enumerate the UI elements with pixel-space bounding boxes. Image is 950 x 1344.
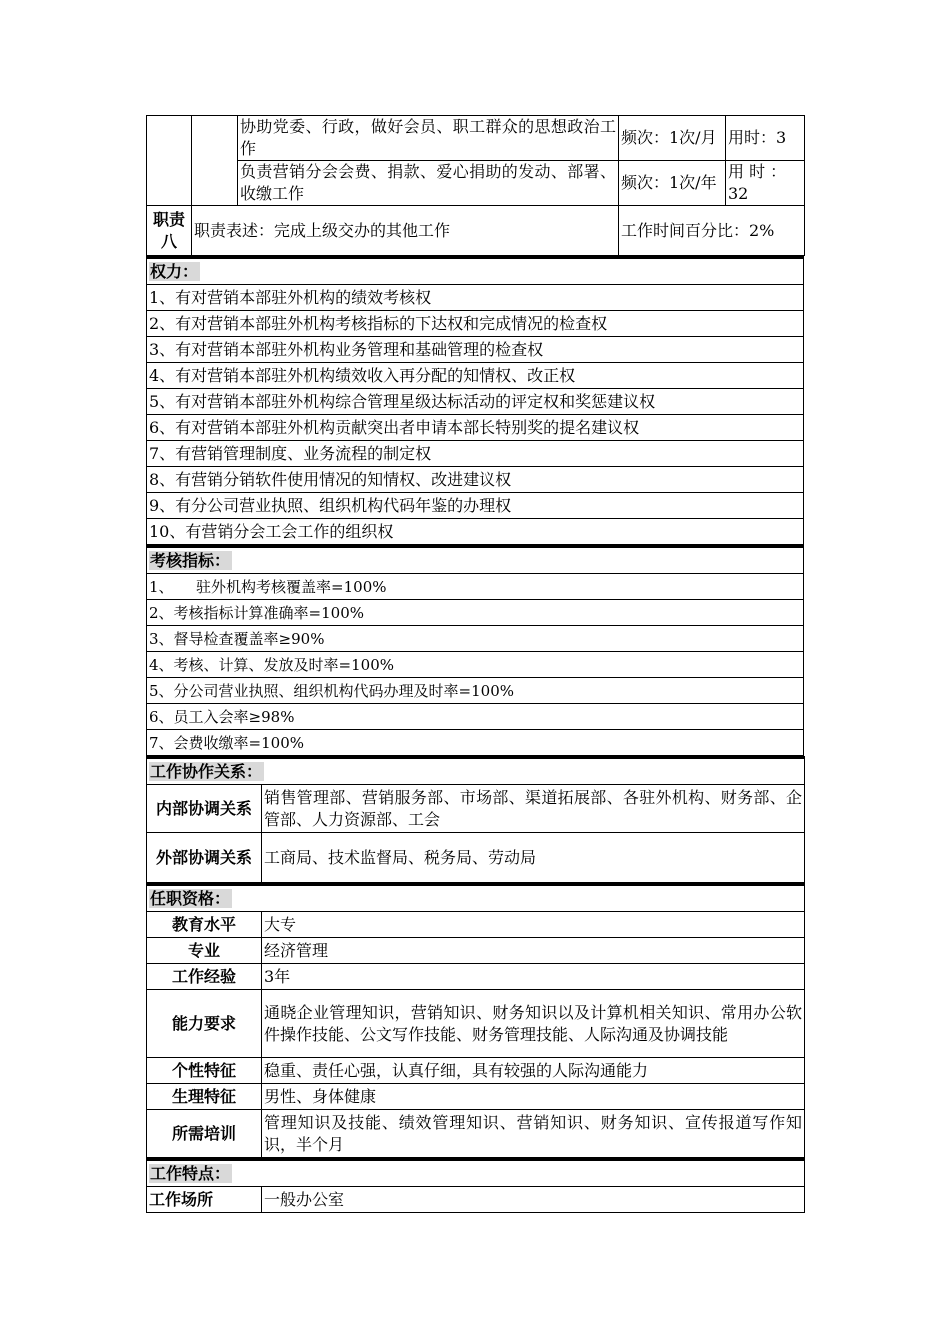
authority-table [146, 256, 804, 545]
kpi-item: 4、考核、计算、发放及时率=100% [147, 652, 804, 678]
kpi-item: 3、督导检查覆盖率≥90% [147, 626, 804, 652]
kpi-item: 1、 驻外机构考核覆盖率=100% [147, 574, 804, 600]
duty-row [147, 116, 805, 161]
physical-label: 生理特征 [147, 1084, 262, 1110]
training-label: 所需培训 [147, 1110, 262, 1158]
major-label: 专业 [147, 938, 262, 964]
kpi-item: 6、员工入会率≥98% [147, 704, 804, 730]
education-value: 大专 [262, 912, 805, 938]
duty-frequency: 频次：1次/年 [619, 161, 726, 206]
relations-heading: 工作协作关系： [147, 758, 805, 785]
authority-item: 1、有对营销本部驻外机构的绩效考核权 [147, 285, 804, 311]
authority-item: 10、有营销分会工会工作的组织权 [147, 519, 804, 545]
authority-item: 9、有分公司营业执照、组织机构代码年鉴的办理权 [147, 493, 804, 519]
kpi-item: 2、考核指标计算准确率=100% [147, 600, 804, 626]
features-table [146, 1158, 805, 1213]
kpi-item: 5、分公司营业执照、组织机构代码办理及时率=100% [147, 678, 804, 704]
authority-item: 8、有营销分销软件使用情况的知情权、改进建议权 [147, 467, 804, 493]
kpi-heading: 考核指标： [147, 547, 804, 574]
ability-value: 通晓企业管理知识，营销知识、财务知识以及计算机相关知识、常用办公软件操作技能、公文写作技能、财务管理技能、人际沟通及协调技能 [262, 990, 805, 1058]
authority-item: 7、有营销管理制度、业务流程的制定权 [147, 441, 804, 467]
external-relations-label: 外部协调关系 [147, 833, 262, 883]
authority-item: 3、有对营销本部驻外机构业务管理和基础管理的检查权 [147, 337, 804, 363]
duty-row [147, 161, 805, 206]
job-description-sheet [146, 115, 804, 1213]
workplace-value: 一般办公室 [262, 1187, 805, 1213]
workplace-label: 工作场所 [147, 1187, 262, 1213]
training-value: 管理知识及技能、绩效管理知识、营销知识、财务知识、宣传报道写作知识，半个月 [262, 1110, 805, 1158]
kpi-item: 7、会费收缴率=100% [147, 730, 804, 756]
physical-value: 男性、身体健康 [262, 1084, 805, 1110]
duty-description: 负责营销分会会费、捐款、爱心捐助的发动、部署、收缴工作 [238, 161, 619, 206]
internal-relations-value: 销售管理部、营销服务部、市场部、渠道拓展部、各驻外机构、财务部、企管部、人力资源部、工会 [262, 785, 805, 833]
features-heading: 工作特点： [147, 1160, 805, 1187]
qualification-heading: 任职资格： [147, 885, 805, 912]
education-label: 教育水平 [147, 912, 262, 938]
empty-cell [192, 116, 238, 206]
qualification-table [146, 883, 805, 1158]
duty-description: 协助党委、行政，做好会员、职工群众的思想政治工作 [238, 116, 619, 161]
authority-item: 5、有对营销本部驻外机构综合管理星级达标活动的评定权和奖惩建议权 [147, 389, 804, 415]
empty-cell [147, 116, 192, 206]
authority-item: 6、有对营销本部驻外机构贡献突出者申请本部长特别奖的提名建议权 [147, 415, 804, 441]
relations-table [146, 756, 805, 883]
ability-label: 能力要求 [147, 990, 262, 1058]
external-relations-value: 工商局、技术监督局、税务局、劳动局 [262, 833, 805, 883]
major-value: 经济管理 [262, 938, 805, 964]
duty-time: 用 时 ：32 [726, 161, 805, 206]
authority-heading: 权力： [147, 258, 804, 285]
personality-value: 稳重、责任心强，认真仔细，具有较强的人际沟通能力 [262, 1058, 805, 1084]
duty8-row [147, 206, 805, 256]
personality-label: 个性特征 [147, 1058, 262, 1084]
internal-relations-label: 内部协调关系 [147, 785, 262, 833]
experience-value: 3年 [262, 964, 805, 990]
duty-frequency: 频次：1次/月 [619, 116, 726, 161]
duty8-label: 职责八 [147, 206, 192, 256]
duty8-percent: 工作时间百分比：2% [619, 206, 805, 256]
authority-item: 2、有对营销本部驻外机构考核指标的下达权和完成情况的检查权 [147, 311, 804, 337]
experience-label: 工作经验 [147, 964, 262, 990]
duty-time: 用时：3 [726, 116, 805, 161]
duty8-description: 职责表述：完成上级交办的其他工作 [192, 206, 619, 256]
duty-table [146, 115, 805, 256]
kpi-table [146, 545, 804, 756]
authority-item: 4、有对营销本部驻外机构绩效收入再分配的知情权、改正权 [147, 363, 804, 389]
